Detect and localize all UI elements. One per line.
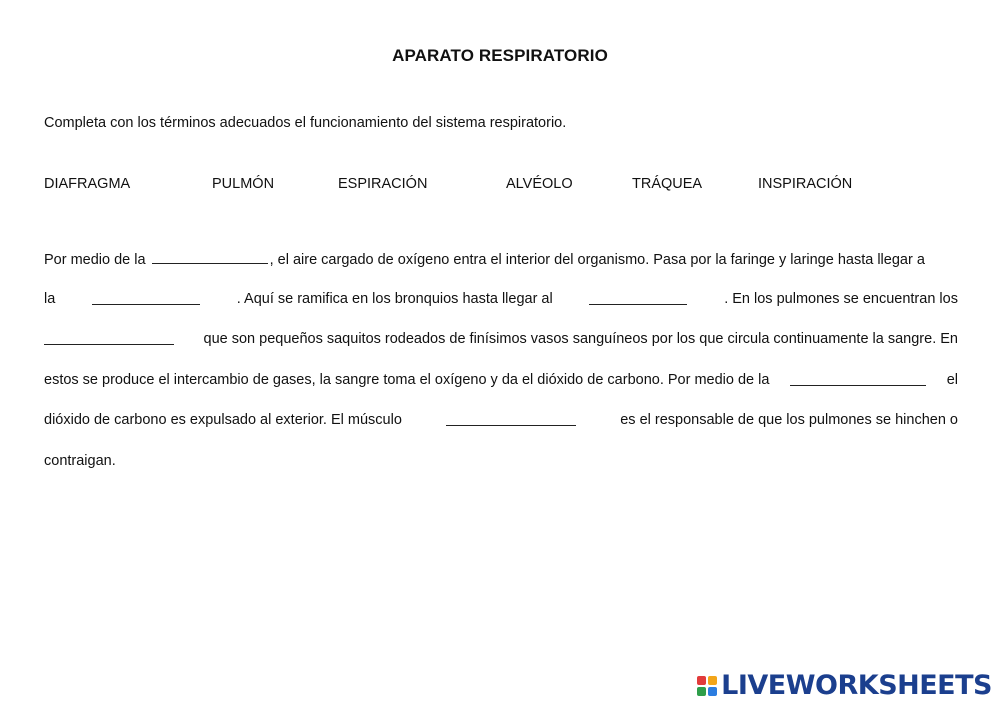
passage-line bbox=[44, 289, 958, 330]
answer-blank-3[interactable] bbox=[589, 289, 687, 305]
passage-text: Por medio de la bbox=[44, 252, 146, 268]
word-bank-item: ALVÉOLO bbox=[506, 176, 573, 192]
word-bank-item: ESPIRACIÓN bbox=[338, 176, 428, 192]
answer-blank-2[interactable] bbox=[92, 289, 200, 305]
passage-text: . En los pulmones se encuentran los bbox=[724, 290, 958, 307]
passage-line bbox=[44, 370, 958, 411]
passage-line bbox=[44, 410, 958, 451]
passage-text: , el aire cargado de oxígeno entra el interior del organismo. Pasa por la faringe y laringe hasta llegar a bbox=[269, 252, 925, 268]
answer-blank-5[interactable] bbox=[790, 370, 926, 386]
passage-line bbox=[44, 329, 958, 370]
logo-text: LIVEWORKSHEETS bbox=[721, 670, 992, 701]
logo-square bbox=[708, 676, 717, 685]
word-bank-item: INSPIRACIÓN bbox=[758, 176, 853, 192]
passage-text: . Aquí se ramifica en los bronquios hasta llegar al bbox=[236, 290, 553, 307]
word-bank-item: TRÁQUEA bbox=[632, 176, 703, 192]
word-bank-item: DIAFRAGMA bbox=[44, 176, 131, 192]
passage-text: que son pequeños saquitos rodeados de finísimos vasos sanguíneos por los que circula continuamente la sangre. En bbox=[203, 331, 958, 347]
answer-blank-1[interactable] bbox=[152, 248, 268, 264]
passage-text: el bbox=[946, 371, 958, 388]
logo-squares-icon bbox=[697, 676, 717, 696]
fill-in-passage bbox=[44, 248, 958, 491]
page-title: APARATO RESPIRATORIO bbox=[392, 46, 608, 65]
word-bank-item: PULMÓN bbox=[212, 176, 275, 192]
passage-text: estos se produce el intercambio de gases, la sangre toma el oxígeno y da el dióxido de carbono. Por medio de la bbox=[44, 371, 770, 388]
passage-text: la bbox=[44, 290, 56, 307]
answer-blank-6[interactable] bbox=[446, 410, 576, 426]
logo-square bbox=[708, 687, 717, 696]
instructions-text: Completa con los términos adecuados el funcionamiento del sistema respiratorio. bbox=[44, 115, 567, 131]
logo-square bbox=[697, 687, 706, 696]
passage-text: es el responsable de que los pulmones se hinchen o bbox=[620, 412, 958, 428]
liveworksheets-logo bbox=[697, 671, 992, 701]
passage-line bbox=[44, 248, 958, 289]
passage-text: contraigan. bbox=[44, 452, 116, 469]
logo-square bbox=[697, 676, 706, 685]
answer-blank-4[interactable] bbox=[44, 329, 174, 345]
word-bank bbox=[0, 176, 1000, 196]
passage-text: dióxido de carbono es expulsado al exterior. El músculo bbox=[44, 412, 402, 428]
passage-line bbox=[44, 451, 958, 492]
